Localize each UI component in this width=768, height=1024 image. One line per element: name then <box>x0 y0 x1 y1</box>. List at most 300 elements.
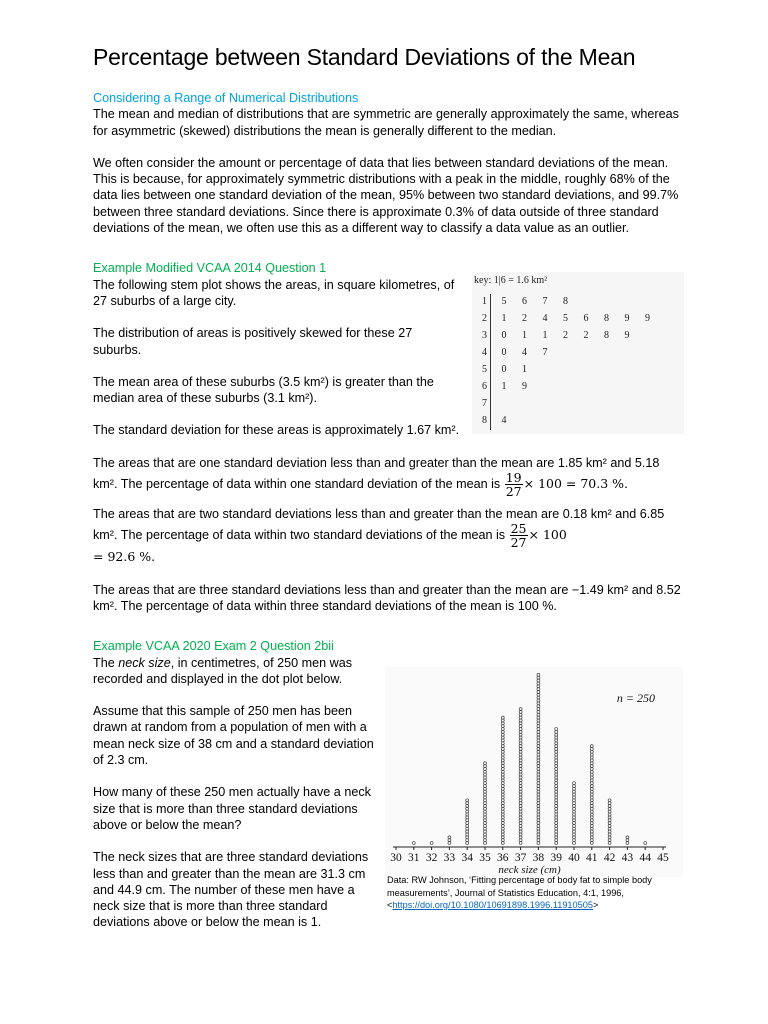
dot <box>555 745 558 748</box>
dot <box>555 827 558 830</box>
dot <box>519 710 522 713</box>
dot <box>555 833 558 836</box>
dot <box>501 745 504 748</box>
dot <box>466 842 469 845</box>
dot <box>573 807 576 810</box>
dot <box>573 802 576 805</box>
dot <box>555 782 558 785</box>
dot <box>590 842 593 845</box>
dot <box>537 739 540 742</box>
example1-one-sd <box>93 455 683 498</box>
dot <box>484 839 487 842</box>
dot <box>555 805 558 808</box>
dot <box>537 776 540 779</box>
dot <box>573 819 576 822</box>
dot <box>501 767 504 770</box>
dot <box>590 807 593 810</box>
dot <box>590 824 593 827</box>
dot <box>537 716 540 719</box>
dot <box>537 787 540 790</box>
dot <box>501 782 504 785</box>
dot <box>501 779 504 782</box>
dot <box>537 822 540 825</box>
stem-value: 2 <box>482 313 487 324</box>
leaf-value: 1 <box>542 330 548 341</box>
dot <box>537 736 540 739</box>
dot <box>537 750 540 753</box>
x-tick-label: 33 <box>443 852 456 864</box>
leaf-value: 8 <box>604 330 609 341</box>
dot <box>573 785 576 788</box>
example1-heading: Example Modified VCAA 2014 Question 1 <box>93 261 327 276</box>
leaf-value: 0 <box>501 330 507 341</box>
dot <box>501 785 504 788</box>
dot <box>608 813 611 816</box>
dot <box>501 796 504 799</box>
dot <box>466 813 469 816</box>
dot <box>608 839 611 842</box>
dot <box>519 830 522 833</box>
intro-paragraph-1: The mean and median of distributions that are symmetric are generally approximately the same, whereas for asymmetric (skewed) distributions the mean is generally different to the median. <box>93 107 679 138</box>
dot <box>501 722 504 725</box>
dot <box>555 756 558 759</box>
stem-plot-divider <box>490 294 491 430</box>
dot <box>573 842 576 845</box>
dot <box>501 807 504 810</box>
dot <box>537 785 540 788</box>
example2-paragraph-1 <box>93 655 378 688</box>
dot <box>537 824 540 827</box>
sample-size-annotation: n = 250 <box>616 691 655 705</box>
dot <box>484 785 487 788</box>
dot <box>573 836 576 839</box>
x-axis-label: neck size (cm) <box>498 864 561 876</box>
dot <box>590 822 593 825</box>
x-tick-label: 34 <box>461 852 473 864</box>
dot <box>484 762 487 765</box>
dot <box>573 822 576 825</box>
dot <box>555 762 558 765</box>
dot <box>626 836 629 839</box>
dot <box>590 745 593 748</box>
dot <box>466 827 469 830</box>
dot <box>519 787 522 790</box>
dot <box>519 748 522 751</box>
dot <box>519 785 522 788</box>
dot <box>537 753 540 756</box>
two-sd-result: = 92.6 %. <box>93 549 156 565</box>
dot <box>430 842 433 845</box>
dot <box>466 819 469 822</box>
dot <box>537 710 540 713</box>
dot <box>501 813 504 816</box>
dot <box>555 736 558 739</box>
dot <box>484 816 487 819</box>
dot <box>519 750 522 753</box>
example1-paragraph-2: The distribution of areas is positively skewed for these 27 suburbs. <box>93 326 413 357</box>
example2-paragraph-3: How many of these 250 men actually have a neck size that is more than three standard deviations above or below the mean? <box>93 785 371 832</box>
dot <box>537 813 540 816</box>
dot <box>519 742 522 745</box>
x-tick-label: 39 <box>550 852 562 864</box>
dot <box>519 839 522 842</box>
dot <box>537 805 540 808</box>
example2-paragraph-2: Assume that this sample of 250 men has been drawn at random from a population of men with a mean neck size of 38 cm and a standard deviation of 2.3 cm. <box>93 704 374 768</box>
dot <box>537 722 540 725</box>
dot <box>537 679 540 682</box>
dot <box>501 842 504 845</box>
dot <box>644 842 647 845</box>
dot <box>501 739 504 742</box>
dot <box>555 770 558 773</box>
two-sd-text: The areas that are two standard deviations less than and greater than the mean are 0.18 km² and 6.85 km². The percentage of data within two standard deviations of the mean is <box>93 507 665 543</box>
dot <box>590 748 593 751</box>
dot <box>484 765 487 768</box>
dot <box>537 830 540 833</box>
dot <box>537 725 540 728</box>
dot <box>590 830 593 833</box>
dot <box>501 733 504 736</box>
leaf-value: 4 <box>522 347 527 358</box>
dot <box>484 770 487 773</box>
two-sd-numerator: 25 <box>510 521 527 537</box>
leaf-value: 0 <box>501 364 507 375</box>
leaf-value: 0 <box>501 347 507 358</box>
stem-value: 4 <box>482 347 487 358</box>
leaf-value: 7 <box>542 296 548 307</box>
dot <box>537 688 540 691</box>
dot <box>555 819 558 822</box>
dot <box>573 839 576 842</box>
dot <box>573 805 576 808</box>
dot <box>519 827 522 830</box>
dot <box>519 730 522 733</box>
dot <box>519 756 522 759</box>
dot <box>608 802 611 805</box>
leaf-value: 8 <box>604 313 609 324</box>
dot <box>555 750 558 753</box>
dot <box>537 793 540 796</box>
dot <box>519 790 522 793</box>
dot <box>608 824 611 827</box>
dot <box>555 730 558 733</box>
example1-paragraph-3: The mean area of these suburbs (3.5 km²) is greater than the median area of these suburbs (3.1 km²). <box>93 374 434 406</box>
dot <box>466 810 469 813</box>
dot <box>537 779 540 782</box>
dot <box>590 750 593 753</box>
stem-plot <box>472 272 684 434</box>
two-sd-fraction <box>510 522 528 549</box>
dot <box>519 813 522 816</box>
dot <box>590 770 593 773</box>
dot <box>501 839 504 842</box>
dot <box>590 793 593 796</box>
dot <box>448 842 451 845</box>
dot <box>501 750 504 753</box>
dot <box>537 807 540 810</box>
x-tick-label: 44 <box>639 852 651 864</box>
dot <box>537 827 540 830</box>
dot <box>555 728 558 731</box>
dot <box>608 833 611 836</box>
dot <box>519 802 522 805</box>
dot <box>484 805 487 808</box>
dot <box>484 802 487 805</box>
dot <box>466 822 469 825</box>
dot <box>590 796 593 799</box>
dot <box>590 765 593 768</box>
dot <box>537 728 540 731</box>
citation <box>387 874 687 912</box>
dot <box>501 833 504 836</box>
dot <box>537 839 540 842</box>
dot <box>519 824 522 827</box>
dot <box>555 785 558 788</box>
dot <box>519 782 522 785</box>
dot <box>484 824 487 827</box>
dot <box>501 748 504 751</box>
dot <box>484 810 487 813</box>
leaf-value: 2 <box>522 313 527 324</box>
dot <box>501 802 504 805</box>
dot <box>537 765 540 768</box>
dot <box>590 810 593 813</box>
dot <box>519 819 522 822</box>
dot <box>537 702 540 705</box>
dot <box>501 830 504 833</box>
dot <box>501 773 504 776</box>
dot <box>537 819 540 822</box>
dot <box>519 759 522 762</box>
dot <box>519 753 522 756</box>
dot <box>412 842 415 845</box>
dot <box>590 776 593 779</box>
stem-value: 3 <box>482 330 487 341</box>
dot <box>501 819 504 822</box>
dot <box>555 779 558 782</box>
dot <box>501 827 504 830</box>
dot <box>501 805 504 808</box>
dot <box>537 810 540 813</box>
dot <box>573 827 576 830</box>
dot <box>537 756 540 759</box>
dot <box>484 827 487 830</box>
dot <box>555 836 558 839</box>
dot <box>501 816 504 819</box>
dot <box>590 833 593 836</box>
dot <box>555 796 558 799</box>
dot <box>590 790 593 793</box>
dot <box>519 716 522 719</box>
dot <box>555 739 558 742</box>
dot <box>519 713 522 716</box>
dot <box>501 719 504 722</box>
dot <box>608 807 611 810</box>
dot <box>590 787 593 790</box>
dot <box>590 773 593 776</box>
dot <box>519 739 522 742</box>
dot <box>448 836 451 839</box>
dot <box>484 836 487 839</box>
dot <box>501 728 504 731</box>
dot <box>501 762 504 765</box>
dot <box>537 733 540 736</box>
x-tick-label: 41 <box>586 852 598 864</box>
dot <box>484 830 487 833</box>
dot <box>484 787 487 790</box>
leaf-value: 9 <box>624 330 630 341</box>
dot <box>501 810 504 813</box>
stem-value: 7 <box>482 398 487 409</box>
dot <box>573 830 576 833</box>
leaf-value: 7 <box>542 347 548 358</box>
leaf-value: 1 <box>501 313 507 324</box>
dot <box>519 836 522 839</box>
dot <box>519 745 522 748</box>
dot <box>555 816 558 819</box>
dot <box>608 827 611 830</box>
dot <box>501 776 504 779</box>
dot <box>590 827 593 830</box>
dot <box>555 765 558 768</box>
x-tick-label: 32 <box>425 852 438 864</box>
dot <box>555 776 558 779</box>
dot <box>590 782 593 785</box>
dot <box>537 682 540 685</box>
dot <box>555 830 558 833</box>
dot <box>537 676 540 679</box>
dot <box>484 779 487 782</box>
dot <box>590 836 593 839</box>
one-sd-result: × 100 = 70.3 %. <box>523 475 629 491</box>
page-title: Percentage between Standard Deviations of the Mean <box>93 44 636 70</box>
stem-value: 1 <box>482 296 487 307</box>
x-tick-label: 30 <box>390 852 402 864</box>
leaf-value: 5 <box>501 296 507 307</box>
dot <box>590 819 593 822</box>
dot <box>519 719 522 722</box>
dot-plot-svg <box>385 667 683 877</box>
intro-paragraph-2: We often consider the amount or percentage of data that lies between standard deviations of the mean. This is because, for approximately symmetric distributions with a peak in the middle, roughly 68% of the data lies between one standard deviation of the mean, 95% between two standard deviations, and 99.7% between three standard deviations. Since there is approximate 0.3% of data outside of three standard deviations of the mean, we often use this as a different way to classify a data value as an outlier. <box>93 155 679 236</box>
dot <box>537 730 540 733</box>
dot <box>501 730 504 733</box>
intro-heading: Considering a Range of Numerical Distributions <box>93 91 359 105</box>
leaf-value: 2 <box>563 330 568 341</box>
dot <box>555 742 558 745</box>
dot <box>466 805 469 808</box>
dot <box>537 773 540 776</box>
leaf-value: 4 <box>542 313 548 324</box>
dot <box>466 836 469 839</box>
example2-p1-emphasis: neck size <box>118 655 171 670</box>
dot <box>501 725 504 728</box>
citation-link[interactable]: https://doi.org/10.1080/10691898.1996.11910505 <box>392 900 593 910</box>
dot <box>573 799 576 802</box>
dot <box>590 802 593 805</box>
one-sd-numerator: 19 <box>505 470 522 486</box>
dot <box>590 816 593 819</box>
x-tick-label: 31 <box>408 852 420 864</box>
leaf-value: 9 <box>522 381 527 392</box>
dot <box>537 705 540 708</box>
dot <box>590 799 593 802</box>
dot <box>573 787 576 790</box>
dot <box>590 779 593 782</box>
dot <box>537 696 540 699</box>
dot <box>555 790 558 793</box>
dot <box>555 733 558 736</box>
dot <box>501 836 504 839</box>
dot <box>537 842 540 845</box>
dot <box>573 833 576 836</box>
dot <box>608 830 611 833</box>
dot <box>537 796 540 799</box>
dot <box>608 810 611 813</box>
dot <box>501 756 504 759</box>
leaf-value: 5 <box>563 313 568 324</box>
x-tick-label: 35 <box>479 852 491 864</box>
dot <box>573 796 576 799</box>
dot <box>484 782 487 785</box>
dot <box>537 708 540 711</box>
dot <box>484 819 487 822</box>
dot <box>608 799 611 802</box>
dot <box>484 842 487 845</box>
dot <box>608 836 611 839</box>
example2-paragraph-4: The neck sizes that are three standard deviations less than and greater than the mean are 31.3 cm and 44.9 cm. The number of these men have a neck size that is more than three standard deviations above or below the mean is 1. <box>93 850 369 930</box>
dot <box>519 767 522 770</box>
dot <box>501 824 504 827</box>
two-sd-multiply: × 100 <box>528 527 567 543</box>
dot <box>537 782 540 785</box>
citation-end: > <box>592 900 599 910</box>
dot <box>555 824 558 827</box>
dot <box>501 742 504 745</box>
dot <box>555 822 558 825</box>
dot <box>519 816 522 819</box>
dot <box>537 762 540 765</box>
leaf-value: 9 <box>624 313 630 324</box>
dot <box>519 842 522 845</box>
dot <box>573 782 576 785</box>
dot <box>519 770 522 773</box>
dot <box>501 799 504 802</box>
dot <box>484 773 487 776</box>
dot <box>484 822 487 825</box>
dot <box>537 816 540 819</box>
stem-value: 8 <box>482 415 487 426</box>
dot <box>519 779 522 782</box>
dot <box>519 773 522 776</box>
dot <box>555 748 558 751</box>
example2-p1-post: , in centimetres, of 250 men was recorded and displayed in the dot plot below. <box>93 655 352 686</box>
dot <box>555 787 558 790</box>
two-sd-denominator: 27 <box>510 535 527 551</box>
example1-paragraph-4: The standard deviation for these areas is approximately 1.67 km². <box>93 423 460 438</box>
leaf-value: 8 <box>563 296 568 307</box>
dot <box>608 822 611 825</box>
dot <box>519 796 522 799</box>
dot <box>519 728 522 731</box>
dot <box>519 736 522 739</box>
dot <box>466 824 469 827</box>
x-tick-label: 37 <box>514 852 527 864</box>
citation-text: Data: RW Johnson, ‘Fitting percentage of body fat to simple body measurements’, Journal of Statistics Education, 4:1, 1996, < <box>387 875 652 910</box>
dot <box>573 810 576 813</box>
example2-heading: Example VCAA 2020 Exam 2 Question 2bii <box>93 639 334 654</box>
dot <box>555 799 558 802</box>
dot <box>466 833 469 836</box>
